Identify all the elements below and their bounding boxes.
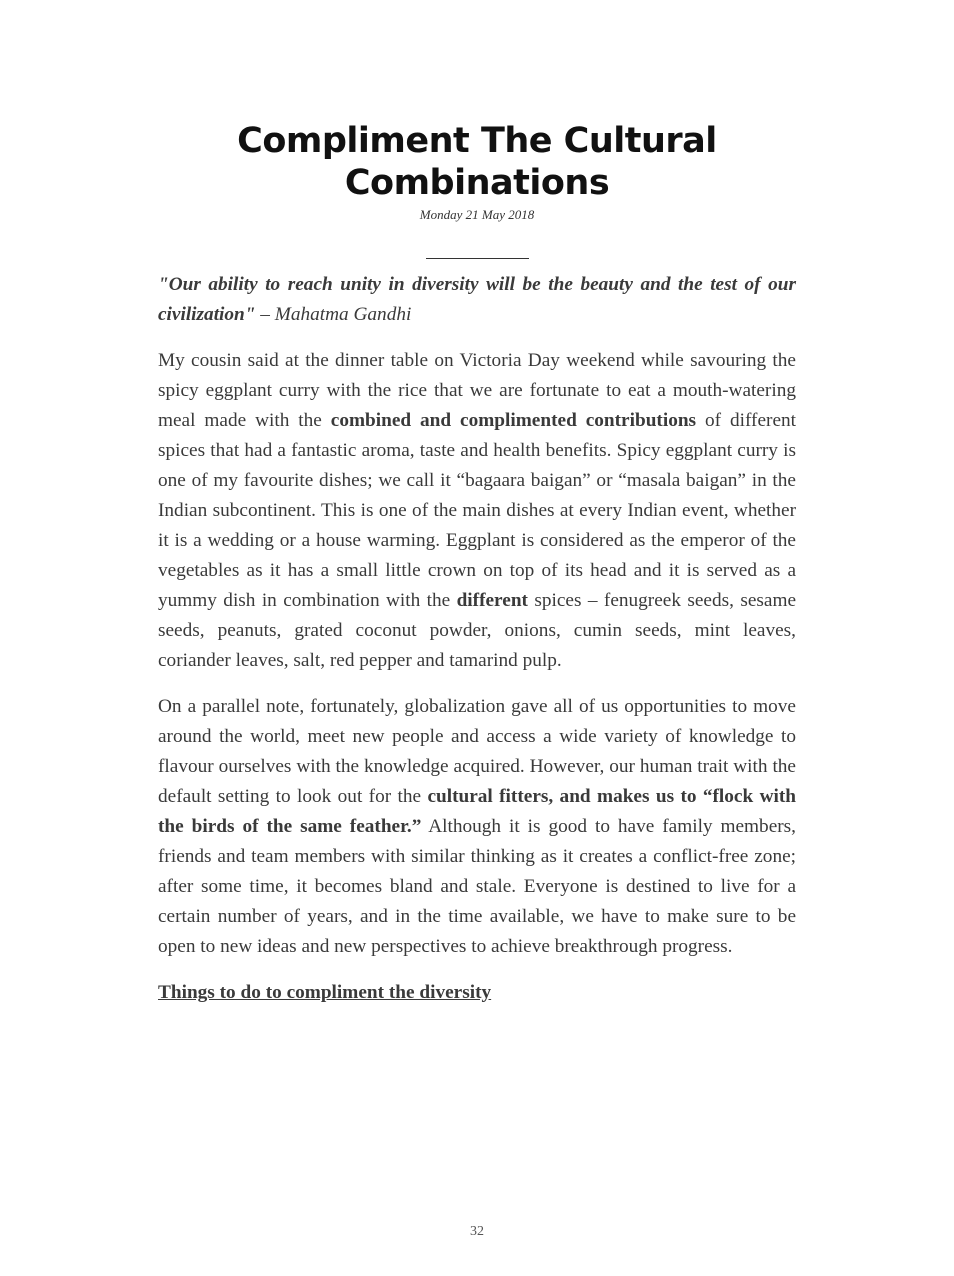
paragraph-1-part2: of different spices that had a fantastic aroma, taste and health benefits. Spicy eggplant curry is one of my favourite dishes; we call it “bagaara baigan” or “masala baigan” in the Indian subcontinent. This is one of the main dishes at every Indian event, whether it is a wedding or a house warming. Eggplant is considered as the emperor of the vegetables as it has a small little crown on top of its head and it is served as a yummy dish in combination with the [158,410,796,611]
paragraph-1 [158,346,796,676]
paragraph-2-part2: Although it is good to have family members, friends and team members with similar thinking as it creates a conflict-free zone; after some time, it becomes bland and stale. Everyone is destined to live for a certain number of years, and in the time available, we have to make sure to be open to new ideas and new perspectives to achieve breakthrough progress. [158,816,796,957]
paragraph-2 [158,692,796,962]
quote-text: "Our ability to reach unity in diversity will be the beauty and the test of our civilization" [158,274,796,325]
paragraph-1-bold1: combined and complimented contributions [330,410,697,431]
paragraph-2-part1: On a parallel note, fortunately, globalization gave all of us opportunities to move around the world, meet new people and access a wide variety of knowledge to flavour ourselves with the knowledge acquired. However, our human trait with the default setting to look out for the [158,696,796,807]
article-date: Monday 21 May 2018 [419,207,535,222]
article-title [0,120,954,204]
paragraph-1-bold2: different [456,590,528,611]
article-title-line1: Compliment The Cultural [237,121,717,161]
paragraph-1-part3: spices – fenugreek seeds, sesame seeds, peanuts, grated coconut powder, onions, cumin seeds, mint leaves, coriander leaves, salt, red pepper and tamarind pulp. [158,590,796,671]
title-divider [426,258,529,259]
quote-attribution: – Mahatma Gandhi [255,304,412,325]
section-heading: Things to do to compliment the diversity [158,982,492,1003]
opening-quote [158,270,796,330]
paragraph-2-bold1: cultural fitters, and makes us to “flock with the birds of the same feather.” [158,786,796,837]
page-number: 32 [470,1224,484,1239]
article-body [158,270,796,1024]
paragraph-1-part1: My cousin said at the dinner table on Victoria Day weekend while savouring the spicy eggplant curry with the rice that we are fortunate to eat a mouth-watering meal made with the [158,350,796,431]
article-title-line2: Combinations [344,163,610,203]
